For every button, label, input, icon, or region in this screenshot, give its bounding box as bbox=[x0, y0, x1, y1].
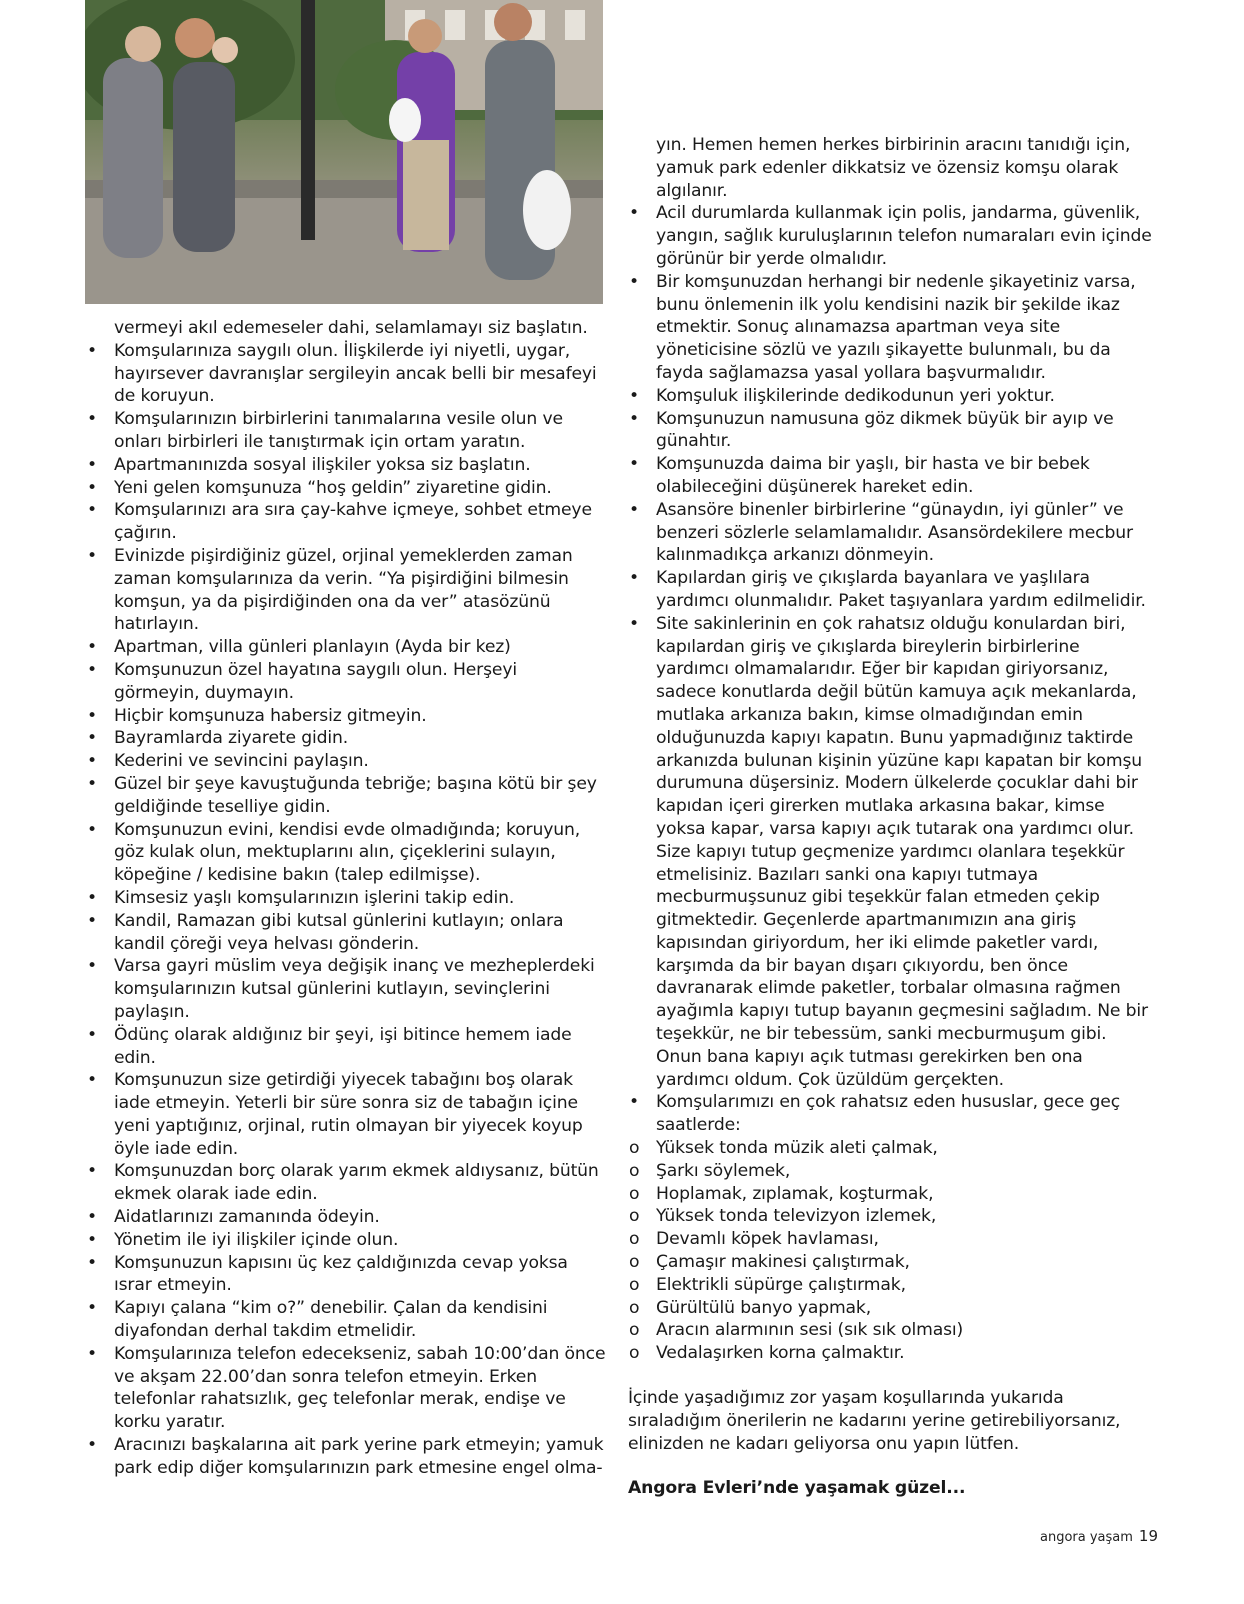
list-item-text: Evinizde pişirdiğiniz güzel, orjinal yemeklerden zaman zaman komşularınıza da verin. “Ya pişirdiğini bilmesin komşun, ya da pişirdiğinden ona da ver” atasözünü hatırlayın. bbox=[114, 545, 573, 635]
list-item bbox=[628, 385, 1156, 408]
bullet-marker: • bbox=[629, 203, 639, 224]
bullet-marker: • bbox=[87, 637, 97, 658]
bullet-marker: • bbox=[87, 409, 97, 430]
list-item-text: Kapılardan giriş ve çıkışlarda bayanlara ve yaşlılara yardımcı olunmalıdır. Paket taşıyanlara yardım edilmelidir. bbox=[656, 568, 1146, 611]
sub-list-item bbox=[628, 1183, 1156, 1206]
right-column bbox=[628, 134, 1156, 1500]
list-item bbox=[86, 1297, 606, 1343]
sub-list-item bbox=[628, 1319, 1156, 1342]
bullet-marker: • bbox=[629, 271, 639, 292]
bullet-marker: o bbox=[629, 1229, 640, 1250]
list-item-text: Asansöre binenler birbirlerine “günaydın, iyi günler” ve benzeri sözlerle selamlamalıdır. Asansördekilere mecbur kalınmadıkça arkanızı dönmeyin. bbox=[656, 499, 1133, 566]
list-item-text: Komşunuzun özel hayatına saygılı olun. Herşeyi görmeyin, duymayın. bbox=[114, 659, 517, 703]
list-item bbox=[86, 955, 606, 1023]
list-item-text: Devamlı köpek havlaması, bbox=[656, 1229, 879, 1250]
list-item bbox=[86, 1343, 606, 1434]
list-item-text: Komşularınıza telefon edecekseniz, sabah 10:00’dan önce ve akşam 22.00’dan sonra telefon etmeyin. Erken telefonlar rahatsızlık, geç telefonlar merak, endişe ve korku yaratır. bbox=[114, 1343, 606, 1433]
bullet-marker: o bbox=[629, 1206, 640, 1227]
sub-list-item bbox=[628, 1342, 1156, 1365]
signoff-text: Angora Evleri’nde yaşamak güzel... bbox=[628, 1478, 966, 1499]
bullet-marker: • bbox=[629, 568, 639, 589]
list-item-text: Aracınızı başkalarına ait park yerine park etmeyin; yamuk park edip diğer komşularınızın park etmesine engel olma- bbox=[114, 1435, 604, 1478]
bullet-marker: • bbox=[87, 1229, 97, 1250]
bullet-marker: • bbox=[87, 728, 97, 749]
bullet-marker: • bbox=[87, 1252, 97, 1273]
bullet-marker: o bbox=[629, 1343, 640, 1364]
bullet-marker: • bbox=[87, 659, 97, 680]
bullet-marker: • bbox=[629, 408, 639, 429]
list-item bbox=[86, 659, 606, 705]
list-item bbox=[628, 408, 1156, 454]
bullet-marker: • bbox=[87, 1161, 97, 1182]
list-item bbox=[86, 1229, 606, 1252]
list-item-text: Bayramlarda ziyarete gidin. bbox=[114, 728, 349, 749]
sub-list-item bbox=[628, 1274, 1156, 1297]
sub-list-item bbox=[628, 1205, 1156, 1228]
list-item bbox=[86, 773, 606, 819]
right-bullet-list bbox=[628, 202, 1156, 1137]
bullet-marker: • bbox=[87, 1435, 97, 1456]
bullet-marker: • bbox=[87, 1024, 97, 1045]
page-number: 19 bbox=[1138, 1527, 1159, 1545]
bullet-marker: o bbox=[629, 1160, 640, 1181]
list-item-text: Çamaşır makinesi çalıştırmak, bbox=[656, 1252, 910, 1273]
bullet-marker: • bbox=[629, 454, 639, 475]
left-bullet-list bbox=[86, 340, 606, 1480]
list-item bbox=[86, 1252, 606, 1298]
list-item-text: Güzel bir şeye kavuştuğunda tebriğe; başına kötü bir şey geldiğinde teselliye gidin. bbox=[114, 773, 597, 817]
list-item-text: Komşunuzun evini, kendisi evde olmadığında; koruyun, göz kulak olun, mektuplarını alın, çiçeklerini sulayın, köpeğine / kedisine bakın (talep edilmişse). bbox=[114, 819, 581, 886]
list-item bbox=[86, 1160, 606, 1206]
right-continuation-text: yın. Hemen hemen herkes birbirinin aracını tanıdığı için, yamuk park edenler dikkatsiz ve özensiz komşu olarak algılanır. bbox=[656, 135, 1131, 201]
list-item-text: Hiçbir komşunuza habersiz gitmeyin. bbox=[114, 705, 427, 726]
list-item bbox=[86, 454, 606, 477]
list-item-text: Komşularınızın birbirlerini tanımalarına vesile olun ve onları birbirleri ile tanıştırmak için ortam yaratın. bbox=[114, 409, 563, 452]
page-footer bbox=[1040, 1527, 1158, 1545]
list-item bbox=[86, 910, 606, 956]
list-item bbox=[86, 340, 606, 408]
list-item bbox=[86, 750, 606, 773]
list-item bbox=[86, 1206, 606, 1229]
list-item bbox=[86, 819, 606, 887]
bullet-marker: o bbox=[629, 1297, 640, 1318]
closing-paragraph: İçinde yaşadığımız zor yaşam koşullarında yukarıda sıraladığım önerilerin ne kadarını yerine getirebiliyorsanız, elinizden ne kadarı geliyorsa onu yapın lütfen. bbox=[628, 1388, 1121, 1454]
list-item bbox=[86, 545, 606, 636]
list-item-text: Acil durumlarda kullanmak için polis, jandarma, güvenlik, yangın, sağlık kuruluşlarının telefon numaraları evin içinde görünür bir yerde olmalıdır. bbox=[656, 203, 1152, 269]
list-item bbox=[86, 477, 606, 500]
sub-list-item bbox=[628, 1228, 1156, 1251]
left-column bbox=[86, 317, 606, 1480]
sub-list-item bbox=[628, 1160, 1156, 1183]
photo-neighbors bbox=[85, 0, 603, 304]
bullet-marker: • bbox=[87, 751, 97, 772]
list-item-text: Bir komşunuzdan herhangi bir nedenle şikayetiniz varsa, bunu önlemenin ilk yolu kendisini nazik bir şekilde ikaz etmektir. Sonuç alınamazsa apartman veya site yöneticisine sözlü ve yazılı şikayette bulunmalı, bu da fayda sağlamazsa yasal yollara başvurmalıdır. bbox=[656, 271, 1136, 383]
bullet-marker: • bbox=[87, 819, 97, 840]
bullet-marker: • bbox=[87, 545, 97, 566]
list-item bbox=[628, 613, 1156, 1092]
list-item-text: Kimsesiz yaşlı komşularınızın işlerini takip edin. bbox=[114, 887, 515, 908]
bullet-marker: • bbox=[87, 477, 97, 498]
publication-name: angora yaşam bbox=[1040, 1530, 1133, 1545]
list-item bbox=[628, 202, 1156, 270]
bullet-marker: • bbox=[629, 499, 639, 520]
photo-illustration bbox=[85, 0, 603, 304]
list-item bbox=[86, 636, 606, 659]
bullet-marker: • bbox=[87, 454, 97, 475]
bullet-marker: o bbox=[629, 1274, 640, 1295]
bullet-marker: • bbox=[87, 500, 97, 521]
bullet-marker: • bbox=[87, 910, 97, 931]
bullet-marker: • bbox=[87, 1298, 97, 1319]
bullet-marker: • bbox=[629, 385, 639, 406]
list-item-text: Yeni gelen komşunuza “hoş geldin” ziyaretine gidin. bbox=[114, 477, 552, 498]
sub-list-item bbox=[628, 1137, 1156, 1160]
list-item-text: Aidatlarınızı zamanında ödeyin. bbox=[114, 1207, 380, 1228]
list-item-text: Yönetim ile iyi ilişkiler içinde olun. bbox=[114, 1229, 399, 1250]
bullet-marker: • bbox=[87, 956, 97, 977]
list-item-text: Site sakinlerinin en çok rahatsız olduğu konulardan biri, kapılardan giriş ve çıkışlarda bireylerin birbirlerine yardımcı olmamalarıdır. Eğer bir kapıdan giriyorsanız, sadece konutlarda değil bütün kamuya açık mekanlarda, mutlaka arkanıza bakın, kimse olmadığından emin olduğunuzda kapıyı kapatın. Bunu yapmadığınız taktirde arkanızda bulunan kişinin yüzüne kapı kapatan bir komşu durumuna düşersiniz. Modern ülkelerde çocuklar dahi bir kapıdan içeri girerken mutlaka arkasına bakar, kimse yoksa kapar, varsa kapıyı açık tutarak ona yardımcı olur. Size kapıyı tutup geçmenize yardımcı olanlara teşekkür etmelisiniz. Bazıları sanki ona kapıyı tutmaya mecburmuşsunuz gibi teşekkür falan etmeden çekip gitmektedir. Geçenlerde apartmanımızın ana giriş kapısından giriyordum, her iki elimde paketler vardı, karşımda da bir bayan dışarı çıkıyordu, ben önce davranarak elimde paketler, torbalar olmasına rağmen ayağımla kapıyı tutup bayanın geçmesini sağladım. Ne bir teşekkür, ne bir tebessüm, sanki mecburmuşum gibi. Onun bana kapıyı açık tutması gerekirken ben ona yardımcı oldum. Çok üzüldüm gerçekten. bbox=[656, 613, 1148, 1090]
list-item bbox=[628, 453, 1156, 499]
list-item-text: Yüksek tonda televizyon izlemek, bbox=[656, 1206, 937, 1227]
list-item-text: Komşunuzdan borç olarak yarım ekmek aldıysanız, bütün ekmek olarak iade edin. bbox=[114, 1161, 599, 1205]
list-item-text: Varsa gayri müslim veya değişik inanç ve mezheplerdeki komşularınızın kutsal günlerini kutlayın, sevinçlerini paylaşın. bbox=[114, 956, 595, 1022]
list-item-text: Komşunuzda daima bir yaşlı, bir hasta ve bir bebek olabileceğini düşünerek hareket edin. bbox=[656, 454, 1090, 497]
list-item-text: Komşunuzun namusuna göz dikmek büyük bir ayıp ve günahtır. bbox=[656, 408, 1114, 452]
list-item-text: Hoplamak, zıplamak, koşturmak, bbox=[656, 1183, 934, 1204]
sub-list-item bbox=[628, 1251, 1156, 1274]
list-item-text: Yüksek tonda müzik aleti çalmak, bbox=[656, 1138, 938, 1159]
list-item-text: Komşularınıza saygılı olun. İlişkilerde iyi niyetli, uygar, hayırsever davranışlar sergileyin ancak belli bir mesafeyi de koruyun. bbox=[114, 340, 597, 407]
list-item-text: Komşunuzun kapısını üç kez çaldığınızda cevap yoksa ısrar etmeyin. bbox=[114, 1252, 568, 1296]
list-item bbox=[628, 499, 1156, 567]
list-item-text: Kandil, Ramazan gibi kutsal günlerini kutlayın; onlara kandil çöreği veya helvası gönderin. bbox=[114, 910, 564, 954]
bullet-marker: o bbox=[629, 1320, 640, 1341]
list-item bbox=[628, 567, 1156, 613]
list-item-text: Ödünç olarak aldığınız bir şeyi, işi bitince hemem iade edin. bbox=[114, 1024, 572, 1068]
list-item bbox=[86, 705, 606, 728]
list-item-text: Vedalaşırken korna çalmaktır. bbox=[656, 1343, 905, 1364]
bullet-marker: • bbox=[87, 705, 97, 726]
list-item-text: Komşuluk ilişkilerinde dedikodunun yeri yoktur. bbox=[656, 385, 1055, 406]
bullet-marker: • bbox=[87, 773, 97, 794]
list-item-text: Şarkı söylemek, bbox=[656, 1160, 791, 1181]
left-intro-text: vermeyi akıl edemeseler dahi, selamlamayı siz başlatın. bbox=[114, 318, 588, 338]
list-item-text: Komşularımızı en çok rahatsız eden hususlar, gece geç saatlerde: bbox=[656, 1092, 1121, 1136]
bullet-marker: • bbox=[87, 1070, 97, 1091]
list-item-text: Kapıyı çalana “kim o?” denebilir. Çalan da kendisini diyafondan derhal takdim etmelidir. bbox=[114, 1298, 548, 1342]
sub-list-item bbox=[628, 1297, 1156, 1320]
list-item bbox=[628, 271, 1156, 385]
bullet-marker: • bbox=[87, 340, 97, 361]
list-item bbox=[628, 1091, 1156, 1137]
list-item-text: Komşunuzun size getirdiği yiyecek tabağını boş olarak iade etmeyin. Yeterli bir süre sonra siz de tabağın içine yeni yaptığınız, orjinal, rutin olmayan bir yiyecek koyup öyle iade edin. bbox=[114, 1070, 583, 1159]
noise-sublist bbox=[628, 1137, 1156, 1365]
list-item-text: Elektrikli süpürge çalıştırmak, bbox=[656, 1274, 906, 1295]
list-item bbox=[86, 1024, 606, 1070]
list-item bbox=[86, 499, 606, 545]
list-item bbox=[86, 1069, 606, 1160]
list-item-text: Gürültülü banyo yapmak, bbox=[656, 1297, 872, 1318]
bullet-marker: • bbox=[629, 613, 639, 634]
bullet-marker: • bbox=[87, 1343, 97, 1364]
bullet-marker: • bbox=[87, 887, 97, 908]
list-item bbox=[86, 887, 606, 910]
bullet-marker: o bbox=[629, 1183, 640, 1204]
list-item bbox=[86, 1434, 606, 1480]
list-item-text: Komşularınızı ara sıra çay-kahve içmeye, sohbet etmeye çağırın. bbox=[114, 500, 592, 544]
list-item-text: Kederini ve sevincini paylaşın. bbox=[114, 751, 369, 772]
bullet-marker: o bbox=[629, 1138, 640, 1159]
list-item bbox=[86, 727, 606, 750]
bullet-marker: • bbox=[629, 1092, 639, 1113]
list-item-text: Apartmanınızda sosyal ilişkiler yoksa siz başlatın. bbox=[114, 454, 531, 475]
bullet-marker: o bbox=[629, 1252, 640, 1273]
list-item-text: Aracın alarmının sesi (sık sık olması) bbox=[656, 1320, 964, 1341]
bullet-marker: • bbox=[87, 1207, 97, 1228]
list-item-text: Apartman, villa günleri planlayın (Ayda bir kez) bbox=[114, 637, 511, 658]
list-item bbox=[86, 408, 606, 454]
